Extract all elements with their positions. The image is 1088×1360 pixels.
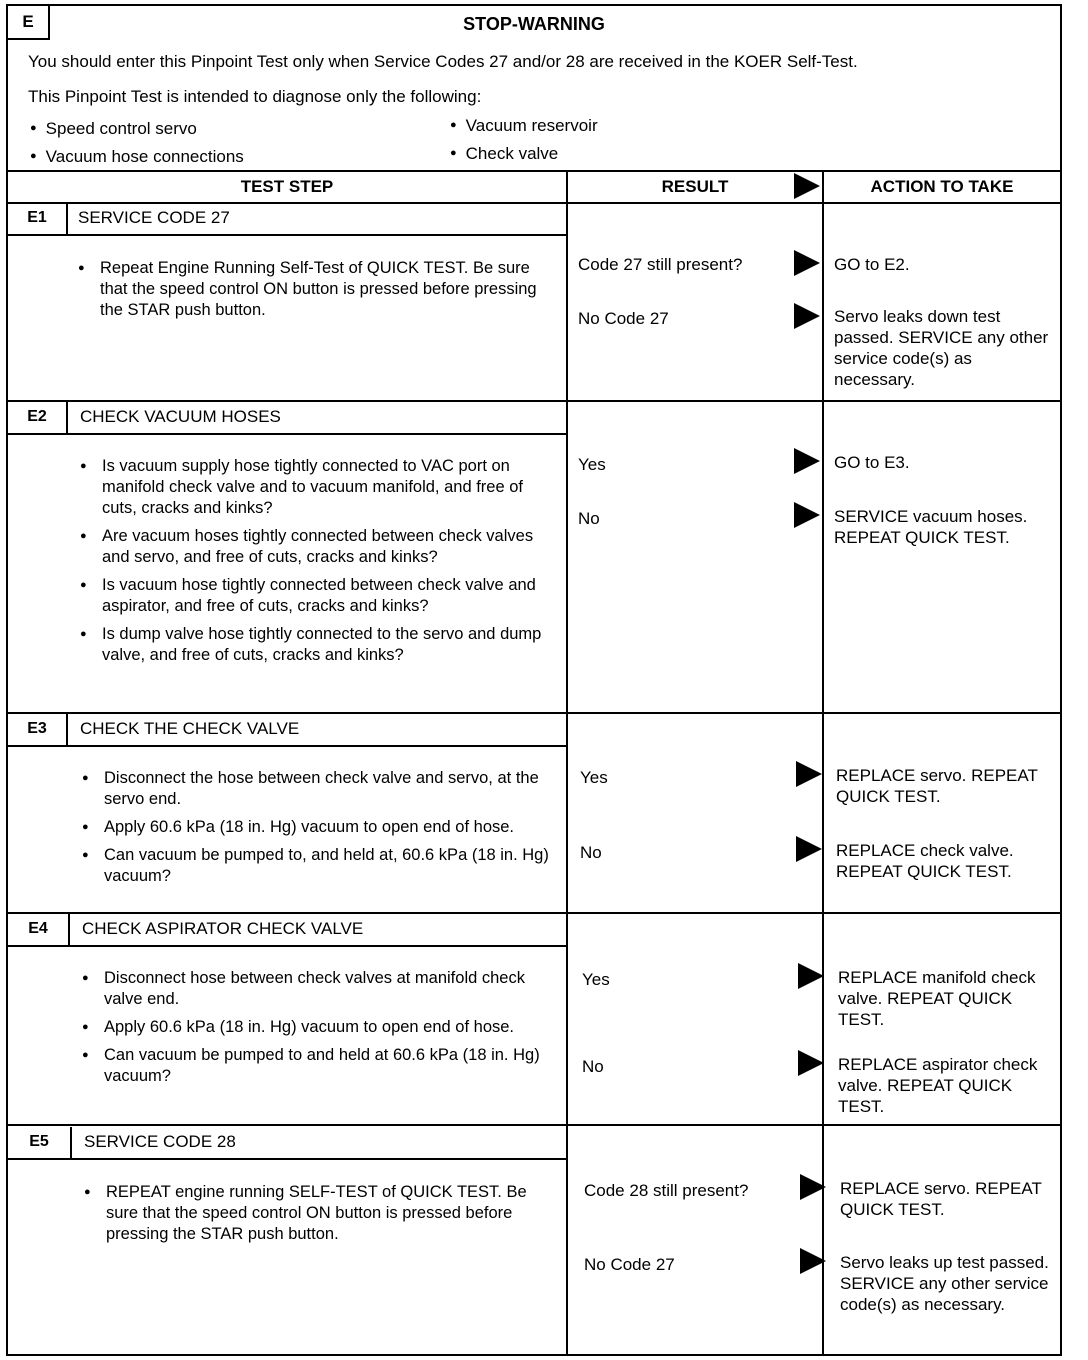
- scope-item: ● Vacuum reservoir: [450, 116, 598, 136]
- step-title: SERVICE CODE 28: [84, 1132, 236, 1151]
- intro-line-2: This Pinpoint Test is intended to diagnose only the following:: [28, 87, 482, 106]
- column-header-action: ACTION TO TAKE: [824, 170, 1060, 204]
- result-arrow-icon: [794, 250, 820, 276]
- step-id: E2: [27, 408, 47, 425]
- action-text: SERVICE vacuum hoses. REPEAT QUICK TEST.: [834, 507, 1028, 547]
- result-arrow-icon: [794, 502, 820, 528]
- step-instructions: [82, 768, 560, 894]
- scope-item: ● Check valve: [450, 144, 558, 164]
- instruction-item: ● REPEAT engine running SELF-TEST of QUICK TEST. Be sure that the speed control ON button is pressed before pressing the STAR push button.: [84, 1182, 560, 1245]
- result-text: No: [582, 1057, 604, 1076]
- instruction-item: ● Apply 60.6 kPa (18 in. Hg) vacuum to open end of hose.: [82, 1017, 560, 1038]
- result-text: Yes: [578, 455, 606, 474]
- action-text: Servo leaks up test passed. SERVICE any other service code(s) as necessary.: [840, 1253, 1049, 1314]
- step-id: E1: [27, 209, 47, 226]
- instruction-item: ● Repeat Engine Running Self-Test of QUICK TEST. Be sure that the speed control ON button is pressed before pressing the STAR push button.: [78, 258, 558, 321]
- column-header-test-step: TEST STEP: [8, 170, 566, 204]
- step-id: E4: [28, 920, 48, 937]
- result-arrow-icon: [798, 963, 824, 989]
- action-text: GO to E3.: [834, 453, 910, 472]
- action-text: REPLACE servo. REPEAT QUICK TEST.: [836, 766, 1038, 806]
- instruction-item: ● Is vacuum hose tightly connected between check valve and aspirator, and free of cuts, cracks and kinks?: [80, 575, 560, 617]
- step-title: CHECK THE CHECK VALVE: [80, 719, 300, 738]
- step-instructions: [82, 968, 560, 1094]
- scope-item: ● Vacuum hose connections: [30, 147, 244, 167]
- divider: [66, 203, 68, 235]
- step-title: CHECK VACUUM HOSES: [80, 407, 281, 426]
- result-text: No Code 27: [584, 1255, 675, 1274]
- step-title-underline: [8, 745, 568, 747]
- divider: [68, 914, 70, 946]
- step-title: SERVICE CODE 27: [78, 208, 230, 227]
- instruction-item: ● Can vacuum be pumped to, and held at, 60.6 kPa (18 in. Hg) vacuum?: [82, 845, 560, 887]
- instruction-item: ● Disconnect the hose between check valve and servo, at the servo end.: [82, 768, 560, 810]
- page-title: STOP-WARNING: [463, 14, 605, 34]
- step-title: CHECK ASPIRATOR CHECK VALVE: [82, 919, 364, 938]
- result-arrow-icon: [798, 1050, 824, 1076]
- instruction-item: ● Disconnect hose between check valves at manifold check valve end.: [82, 968, 560, 1010]
- section-letter: E: [8, 6, 50, 40]
- result-text: Code 28 still present?: [584, 1181, 749, 1200]
- result-text: No Code 27: [578, 309, 669, 328]
- header-arrow-icon: [794, 173, 820, 199]
- instruction-item: ● Can vacuum be pumped to and held at 60.6 kPa (18 in. Hg) vacuum?: [82, 1045, 560, 1087]
- result-arrow-icon: [794, 303, 820, 329]
- step-title-underline: [8, 945, 568, 947]
- result-arrow-icon: [794, 448, 820, 474]
- result-text: No: [580, 843, 602, 862]
- action-text: REPLACE aspirator check valve. REPEAT QUICK TEST.: [838, 1055, 1038, 1116]
- instruction-item: ● Are vacuum hoses tightly connected between check valves and servo, and free of cuts, cracks and kinks?: [80, 526, 560, 568]
- pinpoint-test-sheet: [6, 4, 1062, 1356]
- instruction-item: ● Is vacuum supply hose tightly connected to VAC port on manifold check valve and to vacuum manifold, and free of cuts, cracks and kinks?: [80, 456, 560, 519]
- result-arrow-icon: [796, 836, 822, 862]
- action-text: REPLACE check valve. REPEAT QUICK TEST.: [836, 841, 1014, 881]
- step-id: E5: [29, 1133, 49, 1150]
- scope-item: ● Speed control servo: [30, 119, 197, 139]
- result-text: Yes: [580, 768, 608, 787]
- instruction-item: ● Apply 60.6 kPa (18 in. Hg) vacuum to open end of hose.: [82, 817, 560, 838]
- column-header-result: RESULT: [568, 170, 822, 204]
- divider: [66, 402, 68, 434]
- result-arrow-icon: [800, 1248, 826, 1274]
- instruction-item: ● Is dump valve hose tightly connected to the servo and dump valve, and free of cuts, cracks and kinks?: [80, 624, 560, 666]
- step-title-underline: [8, 1158, 568, 1160]
- step-instructions: [78, 258, 558, 328]
- step-title-underline: [8, 234, 568, 236]
- action-text: Servo leaks down test passed. SERVICE any other service code(s) as necessary.: [834, 307, 1049, 389]
- step-id: E3: [27, 720, 47, 737]
- step-title-underline: [8, 433, 568, 435]
- divider: [566, 170, 568, 1354]
- action-text: REPLACE manifold check valve. REPEAT QUICK TEST.: [838, 968, 1036, 1029]
- test-header: [8, 6, 1060, 172]
- step-instructions: [80, 456, 560, 673]
- result-text: Code 27 still present?: [578, 255, 743, 274]
- action-text: REPLACE servo. REPEAT QUICK TEST.: [840, 1179, 1042, 1219]
- row-divider: [8, 1124, 1060, 1126]
- divider: [66, 714, 68, 746]
- result-text: No: [578, 509, 600, 528]
- result-arrow-icon: [796, 761, 822, 787]
- action-text: GO to E2.: [834, 255, 910, 274]
- step-instructions: [84, 1182, 560, 1252]
- intro-line-1: You should enter this Pinpoint Test only when Service Codes 27 and/or 28 are received in the KOER Self-Test.: [28, 52, 858, 71]
- result-text: Yes: [582, 970, 610, 989]
- result-arrow-icon: [800, 1174, 826, 1200]
- divider: [70, 1127, 72, 1159]
